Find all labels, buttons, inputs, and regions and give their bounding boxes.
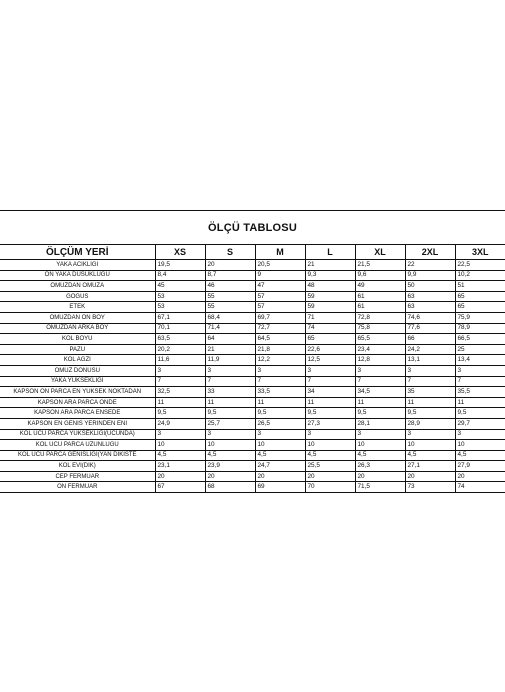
table-row bbox=[0, 270, 505, 281]
measurement-value: 75,9 bbox=[455, 312, 505, 323]
measurement-value: 7 bbox=[405, 376, 455, 387]
header-measurement: ÖLÇÜM YERİ bbox=[0, 245, 155, 260]
measurement-label: KOL AGZI bbox=[0, 355, 155, 366]
measurement-value: 20 bbox=[205, 260, 255, 271]
measurement-value: 12,5 bbox=[305, 355, 355, 366]
measurement-value: 29,7 bbox=[455, 418, 505, 429]
measurement-value: 4,5 bbox=[405, 450, 455, 461]
measurement-label: KOL UCU PARCA YUKSEKLIGI(UCUNDA) bbox=[0, 429, 155, 440]
measurement-value: 8,4 bbox=[155, 270, 205, 281]
measurement-value: 26,3 bbox=[355, 461, 405, 472]
measurement-value: 67,1 bbox=[155, 312, 205, 323]
measurement-label: KOL UCU PARCA GENISLIGI(YAN DIKISTE bbox=[0, 450, 155, 461]
measurement-value: 48 bbox=[305, 281, 355, 292]
measurement-label: ON FERMUAR bbox=[0, 482, 155, 492]
measurement-value: 61 bbox=[355, 291, 405, 302]
measurement-value: 55 bbox=[205, 291, 255, 302]
measurement-value: 25,5 bbox=[305, 461, 355, 472]
measurement-value: 63,5 bbox=[155, 334, 205, 345]
measurement-value: 21 bbox=[205, 344, 255, 355]
measurement-value: 46 bbox=[205, 281, 255, 292]
measurement-value: 7 bbox=[305, 376, 355, 387]
measurement-value: 34 bbox=[305, 387, 355, 398]
measurement-value: 8,7 bbox=[205, 270, 255, 281]
measurement-value: 13,1 bbox=[405, 355, 455, 366]
measurement-value: 10 bbox=[405, 440, 455, 451]
measurement-value: 20 bbox=[405, 471, 455, 482]
measurement-value: 45 bbox=[155, 281, 205, 292]
measurement-value: 3 bbox=[255, 365, 305, 376]
measurement-value: 65 bbox=[305, 334, 355, 345]
table-row bbox=[0, 440, 505, 451]
measurement-value: 20,2 bbox=[155, 344, 205, 355]
measurement-value: 19,5 bbox=[155, 260, 205, 271]
measurement-value: 4,5 bbox=[255, 450, 305, 461]
measurement-value: 68 bbox=[205, 482, 255, 492]
measurement-value: 11 bbox=[305, 397, 355, 408]
measurement-value: 35 bbox=[405, 387, 455, 398]
header-size: 2XL bbox=[405, 245, 455, 260]
measurement-value: 3 bbox=[205, 429, 255, 440]
measurement-value: 65,5 bbox=[355, 334, 405, 345]
measurement-value: 69 bbox=[255, 482, 305, 492]
header-size: M bbox=[255, 245, 305, 260]
measurement-value: 28,9 bbox=[405, 418, 455, 429]
measurement-value: 66,5 bbox=[455, 334, 505, 345]
measurement-value: 3 bbox=[405, 365, 455, 376]
measurement-label: KOL EVI(DIK) bbox=[0, 461, 155, 472]
measurement-value: 11 bbox=[255, 397, 305, 408]
measurement-label: ON YAKA DUSUKLUGU bbox=[0, 270, 155, 281]
measurement-value: 3 bbox=[305, 365, 355, 376]
measurement-value: 33 bbox=[205, 387, 255, 398]
measurement-label: ETEK bbox=[0, 302, 155, 313]
measurement-value: 3 bbox=[355, 429, 405, 440]
measurement-value: 11 bbox=[205, 397, 255, 408]
table-row bbox=[0, 260, 505, 271]
table-row bbox=[0, 334, 505, 345]
measurement-value: 64,5 bbox=[255, 334, 305, 345]
measurement-value: 4,5 bbox=[205, 450, 255, 461]
measurement-label: KAPSON ON PARCA EN YUKSEK NOKTADAN bbox=[0, 387, 155, 398]
measurement-value: 20 bbox=[205, 471, 255, 482]
measurement-value: 11,9 bbox=[205, 355, 255, 366]
measurement-label: KAPSON EN GENIS YERINDEN ENI bbox=[0, 418, 155, 429]
measurement-value: 55 bbox=[205, 302, 255, 313]
header-size: L bbox=[305, 245, 355, 260]
measurement-value: 4,5 bbox=[455, 450, 505, 461]
measurement-label: KAPSON ARA PARCA ENSEDE bbox=[0, 408, 155, 419]
measurement-label: YAKA ACIKLIGI bbox=[0, 260, 155, 271]
table-row bbox=[0, 376, 505, 387]
measurement-value: 9,5 bbox=[255, 408, 305, 419]
measurement-label: OMUZ DONUSU bbox=[0, 365, 155, 376]
measurement-value: 23,9 bbox=[205, 461, 255, 472]
measurement-value: 65 bbox=[455, 291, 505, 302]
measurement-value: 77,6 bbox=[405, 323, 455, 334]
measurement-value: 71,5 bbox=[355, 482, 405, 492]
measurement-value: 4,5 bbox=[305, 450, 355, 461]
measurement-value: 27,3 bbox=[305, 418, 355, 429]
measurement-value: 11 bbox=[455, 397, 505, 408]
measurement-value: 9,5 bbox=[355, 408, 405, 419]
header-size: XL bbox=[355, 245, 405, 260]
measurement-value: 74 bbox=[457, 483, 465, 491]
measurement-label: OMUZDAN ARKA BOY bbox=[0, 323, 155, 334]
table-row bbox=[0, 302, 505, 313]
measurement-value: 10 bbox=[255, 440, 305, 451]
measurement-value: 24,2 bbox=[405, 344, 455, 355]
measurement-value: 71 bbox=[305, 312, 355, 323]
measurement-value: 9,6 bbox=[355, 270, 405, 281]
table-header-row bbox=[0, 245, 505, 260]
measurement-value: 69,7 bbox=[255, 312, 305, 323]
measurement-value: 3 bbox=[455, 365, 505, 376]
header-size: S bbox=[205, 245, 255, 260]
measurement-value: 22,6 bbox=[305, 344, 355, 355]
measurement-label: GOGUS bbox=[0, 291, 155, 302]
measurement-value: 21,5 bbox=[355, 260, 405, 271]
table-body bbox=[0, 260, 505, 493]
measurement-value: 10 bbox=[305, 440, 355, 451]
measurement-value: 59 bbox=[305, 291, 355, 302]
measurement-value: 10 bbox=[205, 440, 255, 451]
measurement-value: 20 bbox=[155, 471, 205, 482]
measurement-value: 4,5 bbox=[355, 450, 405, 461]
table-row bbox=[0, 482, 505, 492]
measurement-value: 9,9 bbox=[405, 270, 455, 281]
measurement-label: YAKA YUKSEKLIGI bbox=[0, 376, 155, 387]
table-row bbox=[0, 429, 505, 440]
measurement-value: 9,3 bbox=[305, 270, 355, 281]
measurement-value: 61 bbox=[355, 302, 405, 313]
measurement-value: 9,5 bbox=[455, 408, 505, 419]
table-row bbox=[0, 397, 505, 408]
measurement-value: 28,1 bbox=[355, 418, 405, 429]
measurement-value: 66 bbox=[405, 334, 455, 345]
measurement-value: 63 bbox=[405, 302, 455, 313]
measurement-label: CEP FERMUAR bbox=[0, 471, 155, 482]
measurement-value: 21,8 bbox=[255, 344, 305, 355]
table-row bbox=[0, 312, 505, 323]
header-size: 3XL bbox=[455, 245, 505, 260]
measurement-value: 49 bbox=[355, 281, 405, 292]
measurement-value: 70,1 bbox=[155, 323, 205, 334]
measurement-value: 78,9 bbox=[455, 323, 505, 334]
size-chart bbox=[0, 210, 505, 493]
size-table bbox=[0, 245, 505, 492]
table-row bbox=[0, 408, 505, 419]
measurement-value: 70 bbox=[305, 482, 355, 492]
measurement-value: 32,5 bbox=[155, 387, 205, 398]
measurement-value: 63 bbox=[405, 291, 455, 302]
measurement-value: 3 bbox=[155, 429, 205, 440]
measurement-value: 25,7 bbox=[205, 418, 255, 429]
measurement-value: 9,5 bbox=[155, 408, 205, 419]
measurement-value: 64 bbox=[205, 334, 255, 345]
measurement-value: 25 bbox=[455, 344, 505, 355]
measurement-value: 26,5 bbox=[255, 418, 305, 429]
measurement-value: 10 bbox=[455, 440, 505, 451]
measurement-value: 7 bbox=[255, 376, 305, 387]
measurement-value: 7 bbox=[205, 376, 255, 387]
measurement-value: 7 bbox=[155, 376, 205, 387]
measurement-value: 51 bbox=[455, 281, 505, 292]
measurement-value: 3 bbox=[455, 429, 505, 440]
measurement-value: 9 bbox=[255, 270, 305, 281]
measurement-value: 24,9 bbox=[155, 418, 205, 429]
measurement-value: 7 bbox=[455, 376, 505, 387]
measurement-value: 35,5 bbox=[455, 387, 505, 398]
measurement-value: 13,4 bbox=[455, 355, 505, 366]
measurement-value: 59 bbox=[305, 302, 355, 313]
measurement-value: 3 bbox=[305, 429, 355, 440]
measurement-value: 9,5 bbox=[405, 408, 455, 419]
measurement-value: 20 bbox=[305, 471, 355, 482]
measurement-value: 74 bbox=[305, 323, 355, 334]
measurement-value: 27,1 bbox=[405, 461, 455, 472]
measurement-value: 10,2 bbox=[455, 270, 505, 281]
chart-title: ÖLÇÜ TABLOSU bbox=[0, 211, 505, 245]
measurement-value: 75,8 bbox=[355, 323, 405, 334]
measurement-value: 65 bbox=[455, 302, 505, 313]
measurement-value: 22,5 bbox=[455, 260, 505, 271]
measurement-value: 72,8 bbox=[355, 312, 405, 323]
table-row bbox=[0, 418, 505, 429]
measurement-value: 11 bbox=[155, 397, 205, 408]
measurement-label: PAZU bbox=[0, 344, 155, 355]
measurement-value: 10 bbox=[355, 440, 405, 451]
measurement-value: 68,4 bbox=[205, 312, 255, 323]
table-row bbox=[0, 461, 505, 472]
measurement-value: 34,5 bbox=[355, 387, 405, 398]
table-row bbox=[0, 344, 505, 355]
measurement-value: 23,4 bbox=[355, 344, 405, 355]
measurement-value: 53 bbox=[155, 291, 205, 302]
measurement-value: 3 bbox=[405, 429, 455, 440]
measurement-value: 7 bbox=[355, 376, 405, 387]
table-row bbox=[0, 450, 505, 461]
measurement-value: 50 bbox=[405, 281, 455, 292]
measurement-value: 33,5 bbox=[255, 387, 305, 398]
table-row bbox=[0, 387, 505, 398]
measurement-value: 3 bbox=[205, 365, 255, 376]
measurement-value: 9,5 bbox=[305, 408, 355, 419]
table-row bbox=[0, 291, 505, 302]
measurement-value: 72,7 bbox=[255, 323, 305, 334]
measurement-value: 12,2 bbox=[255, 355, 305, 366]
measurement-value: 12,8 bbox=[355, 355, 405, 366]
measurement-label: OMUZDAN ON BOY bbox=[0, 312, 155, 323]
measurement-value: 74,6 bbox=[405, 312, 455, 323]
measurement-label: KOL BOYU bbox=[0, 334, 155, 345]
measurement-value: 10 bbox=[155, 440, 205, 451]
table-row bbox=[0, 281, 505, 292]
measurement-value: 4,5 bbox=[155, 450, 205, 461]
measurement-value: 24,7 bbox=[255, 461, 305, 472]
measurement-value: 11,6 bbox=[155, 355, 205, 366]
measurement-label: KOL UCU PARCA UZUNLUGU bbox=[0, 440, 155, 451]
measurement-value: 71,4 bbox=[205, 323, 255, 334]
table-row bbox=[0, 365, 505, 376]
table-row bbox=[0, 355, 505, 366]
measurement-value: 20,5 bbox=[255, 260, 305, 271]
measurement-value: 20 bbox=[455, 471, 505, 482]
measurement-value: 67 bbox=[155, 482, 205, 492]
measurement-value: 21 bbox=[305, 260, 355, 271]
measurement-value: 3 bbox=[155, 365, 205, 376]
measurement-value: 20 bbox=[355, 471, 405, 482]
measurement-value: 23,1 bbox=[155, 461, 205, 472]
measurement-value: 20 bbox=[255, 471, 305, 482]
measurement-value: 3 bbox=[355, 365, 405, 376]
header-size: XS bbox=[155, 245, 205, 260]
measurement-value: 27,9 bbox=[455, 461, 505, 472]
measurement-value: 47 bbox=[255, 281, 305, 292]
measurement-value: 53 bbox=[155, 302, 205, 313]
measurement-value: 3 bbox=[255, 429, 305, 440]
measurement-value: 57 bbox=[255, 291, 305, 302]
measurement-value: 11 bbox=[405, 397, 455, 408]
measurement-value: 73 bbox=[405, 482, 455, 492]
table-row bbox=[0, 471, 505, 482]
measurement-value: 9,5 bbox=[205, 408, 255, 419]
measurement-value: 22 bbox=[405, 260, 455, 271]
measurement-value: 11 bbox=[355, 397, 405, 408]
table-row bbox=[0, 323, 505, 334]
measurement-label: KAPSON ARA PARCA ONDE bbox=[0, 397, 155, 408]
measurement-label: OMUZDAN OMUZA bbox=[0, 281, 155, 292]
measurement-value: 57 bbox=[255, 302, 305, 313]
